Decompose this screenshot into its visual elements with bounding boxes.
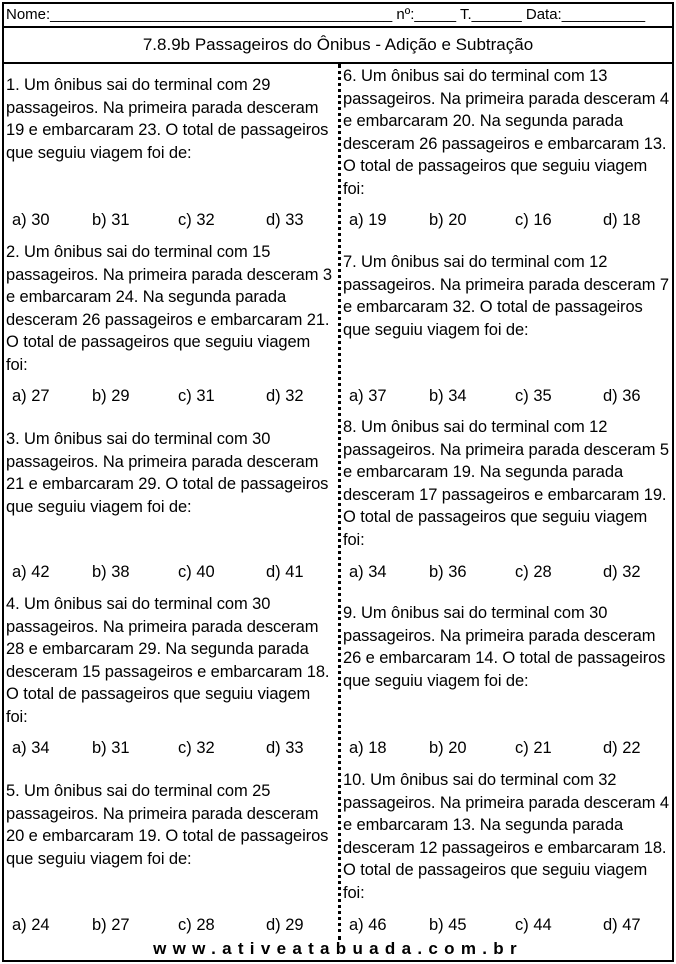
option-b: b) 29 <box>92 387 130 405</box>
option-d: d) 41 <box>266 563 304 581</box>
option-a: a) 27 <box>12 387 50 405</box>
option-b: b) 31 <box>92 739 130 757</box>
question-5: 5. Um ônibus sai do terminal com 25 passageiros. Na primeira parada desceram 20 e embarcaram 19. O total de passageiros que seguiu viagem foi de: <box>6 782 329 868</box>
options-7 <box>343 385 671 407</box>
option-d: d) 32 <box>266 387 304 405</box>
option-d: d) 47 <box>603 916 641 934</box>
column-divider <box>338 64 341 940</box>
option-c: c) 32 <box>178 211 215 229</box>
options-3 <box>6 561 334 583</box>
options-10 <box>343 914 671 936</box>
option-b: b) 20 <box>429 739 467 757</box>
question-2: 2. Um ônibus sai do terminal com 15 passageiros. Na primeira parada desceram 3 e embarcaram 24. Na segunda parada desceram 26 passageiros e embarcaram 21. O total de passageiros que seguiu viagem foi: <box>6 243 332 374</box>
option-c: c) 28 <box>178 916 215 934</box>
options-5 <box>6 914 334 936</box>
question-4: 4. Um ônibus sai do terminal com 30 passageiros. Na primeira parada desceram 28 e embarcaram 29. Na segunda parada desceram 15 passageiros e embarcaram 18. O total de passageiros que seguiu viagem foi: <box>6 595 330 726</box>
question-10: 10. Um ônibus sai do terminal com 32 passageiros. Na primeira parada desceram 4 e embarcaram 13. Na segunda parada desceram 12 passageiros e embarcaram 18. O total de passageiros que seguiu viagem foi: <box>343 771 669 902</box>
options-4 <box>6 737 334 759</box>
option-a: a) 34 <box>12 739 50 757</box>
option-c: c) 40 <box>178 563 215 581</box>
question-8: 8. Um ônibus sai do terminal com 12 passageiros. Na primeira parada desceram 5 e embarcaram 19. Na segunda parada desceram 17 passageiros e embarcaram 19. O total de passageiros que seguiu viagem foi: <box>343 418 669 549</box>
option-a: a) 37 <box>349 387 387 405</box>
option-c: c) 44 <box>515 916 552 934</box>
option-b: b) 34 <box>429 387 467 405</box>
page-title: 7.8.9b Passageiros do Ônibus - Adição e Subtração <box>4 30 672 64</box>
option-c: c) 35 <box>515 387 552 405</box>
option-c: c) 16 <box>515 211 552 229</box>
option-c: c) 21 <box>515 739 552 757</box>
options-1 <box>6 209 334 231</box>
option-b: b) 20 <box>429 211 467 229</box>
option-c: c) 32 <box>178 739 215 757</box>
option-a: a) 18 <box>349 739 387 757</box>
option-d: d) 29 <box>266 916 304 934</box>
option-a: a) 30 <box>12 211 50 229</box>
question-1: 1. Um ônibus sai do terminal com 29 passageiros. Na primeira parada desceram 19 e embarcaram 23. O total de passageiros que seguiu viagem foi de: <box>6 76 329 162</box>
option-a: a) 34 <box>349 563 387 581</box>
option-b: b) 31 <box>92 211 130 229</box>
question-3: 3. Um ônibus sai do terminal com 30 passageiros. Na primeira parada desceram 21 e embarcaram 29. O total de passageiros que seguiu viagem foi de: <box>6 430 329 516</box>
question-9: 9. Um ônibus sai do terminal com 30 passageiros. Na primeira parada desceram 26 e embarcaram 14. O total de passageiros que seguiu viagem foi de: <box>343 604 666 690</box>
option-c: c) 28 <box>515 563 552 581</box>
option-b: b) 36 <box>429 563 467 581</box>
option-a: a) 46 <box>349 916 387 934</box>
option-a: a) 42 <box>12 563 50 581</box>
options-9 <box>343 737 671 759</box>
website-footer: www.ativeatabuada.com.br <box>153 939 523 958</box>
options-8 <box>343 561 671 583</box>
student-info-line: Nome:_________________________________________ nº:_____ T.______ Data:__________ <box>4 4 672 28</box>
option-d: d) 18 <box>603 211 641 229</box>
worksheet <box>2 2 674 962</box>
question-6: 6. Um ônibus sai do terminal com 13 passageiros. Na primeira parada desceram 4 e embarcaram 20. Na segunda parada desceram 26 passageiros e embarcaram 13. O total de passageiros que seguiu viagem foi: <box>343 67 669 198</box>
option-a: a) 19 <box>349 211 387 229</box>
option-a: a) 24 <box>12 916 50 934</box>
option-d: d) 33 <box>266 211 304 229</box>
question-7: 7. Um ônibus sai do terminal com 12 passageiros. Na primeira parada desceram 7 e embarcaram 32. O total de passageiros que seguiu viagem foi de: <box>343 253 669 339</box>
options-6 <box>343 209 671 231</box>
option-b: b) 38 <box>92 563 130 581</box>
option-d: d) 36 <box>603 387 641 405</box>
options-2 <box>6 385 334 407</box>
option-b: b) 45 <box>429 916 467 934</box>
option-d: d) 22 <box>603 739 641 757</box>
option-b: b) 27 <box>92 916 130 934</box>
option-c: c) 31 <box>178 387 215 405</box>
option-d: d) 33 <box>266 739 304 757</box>
option-d: d) 32 <box>603 563 641 581</box>
